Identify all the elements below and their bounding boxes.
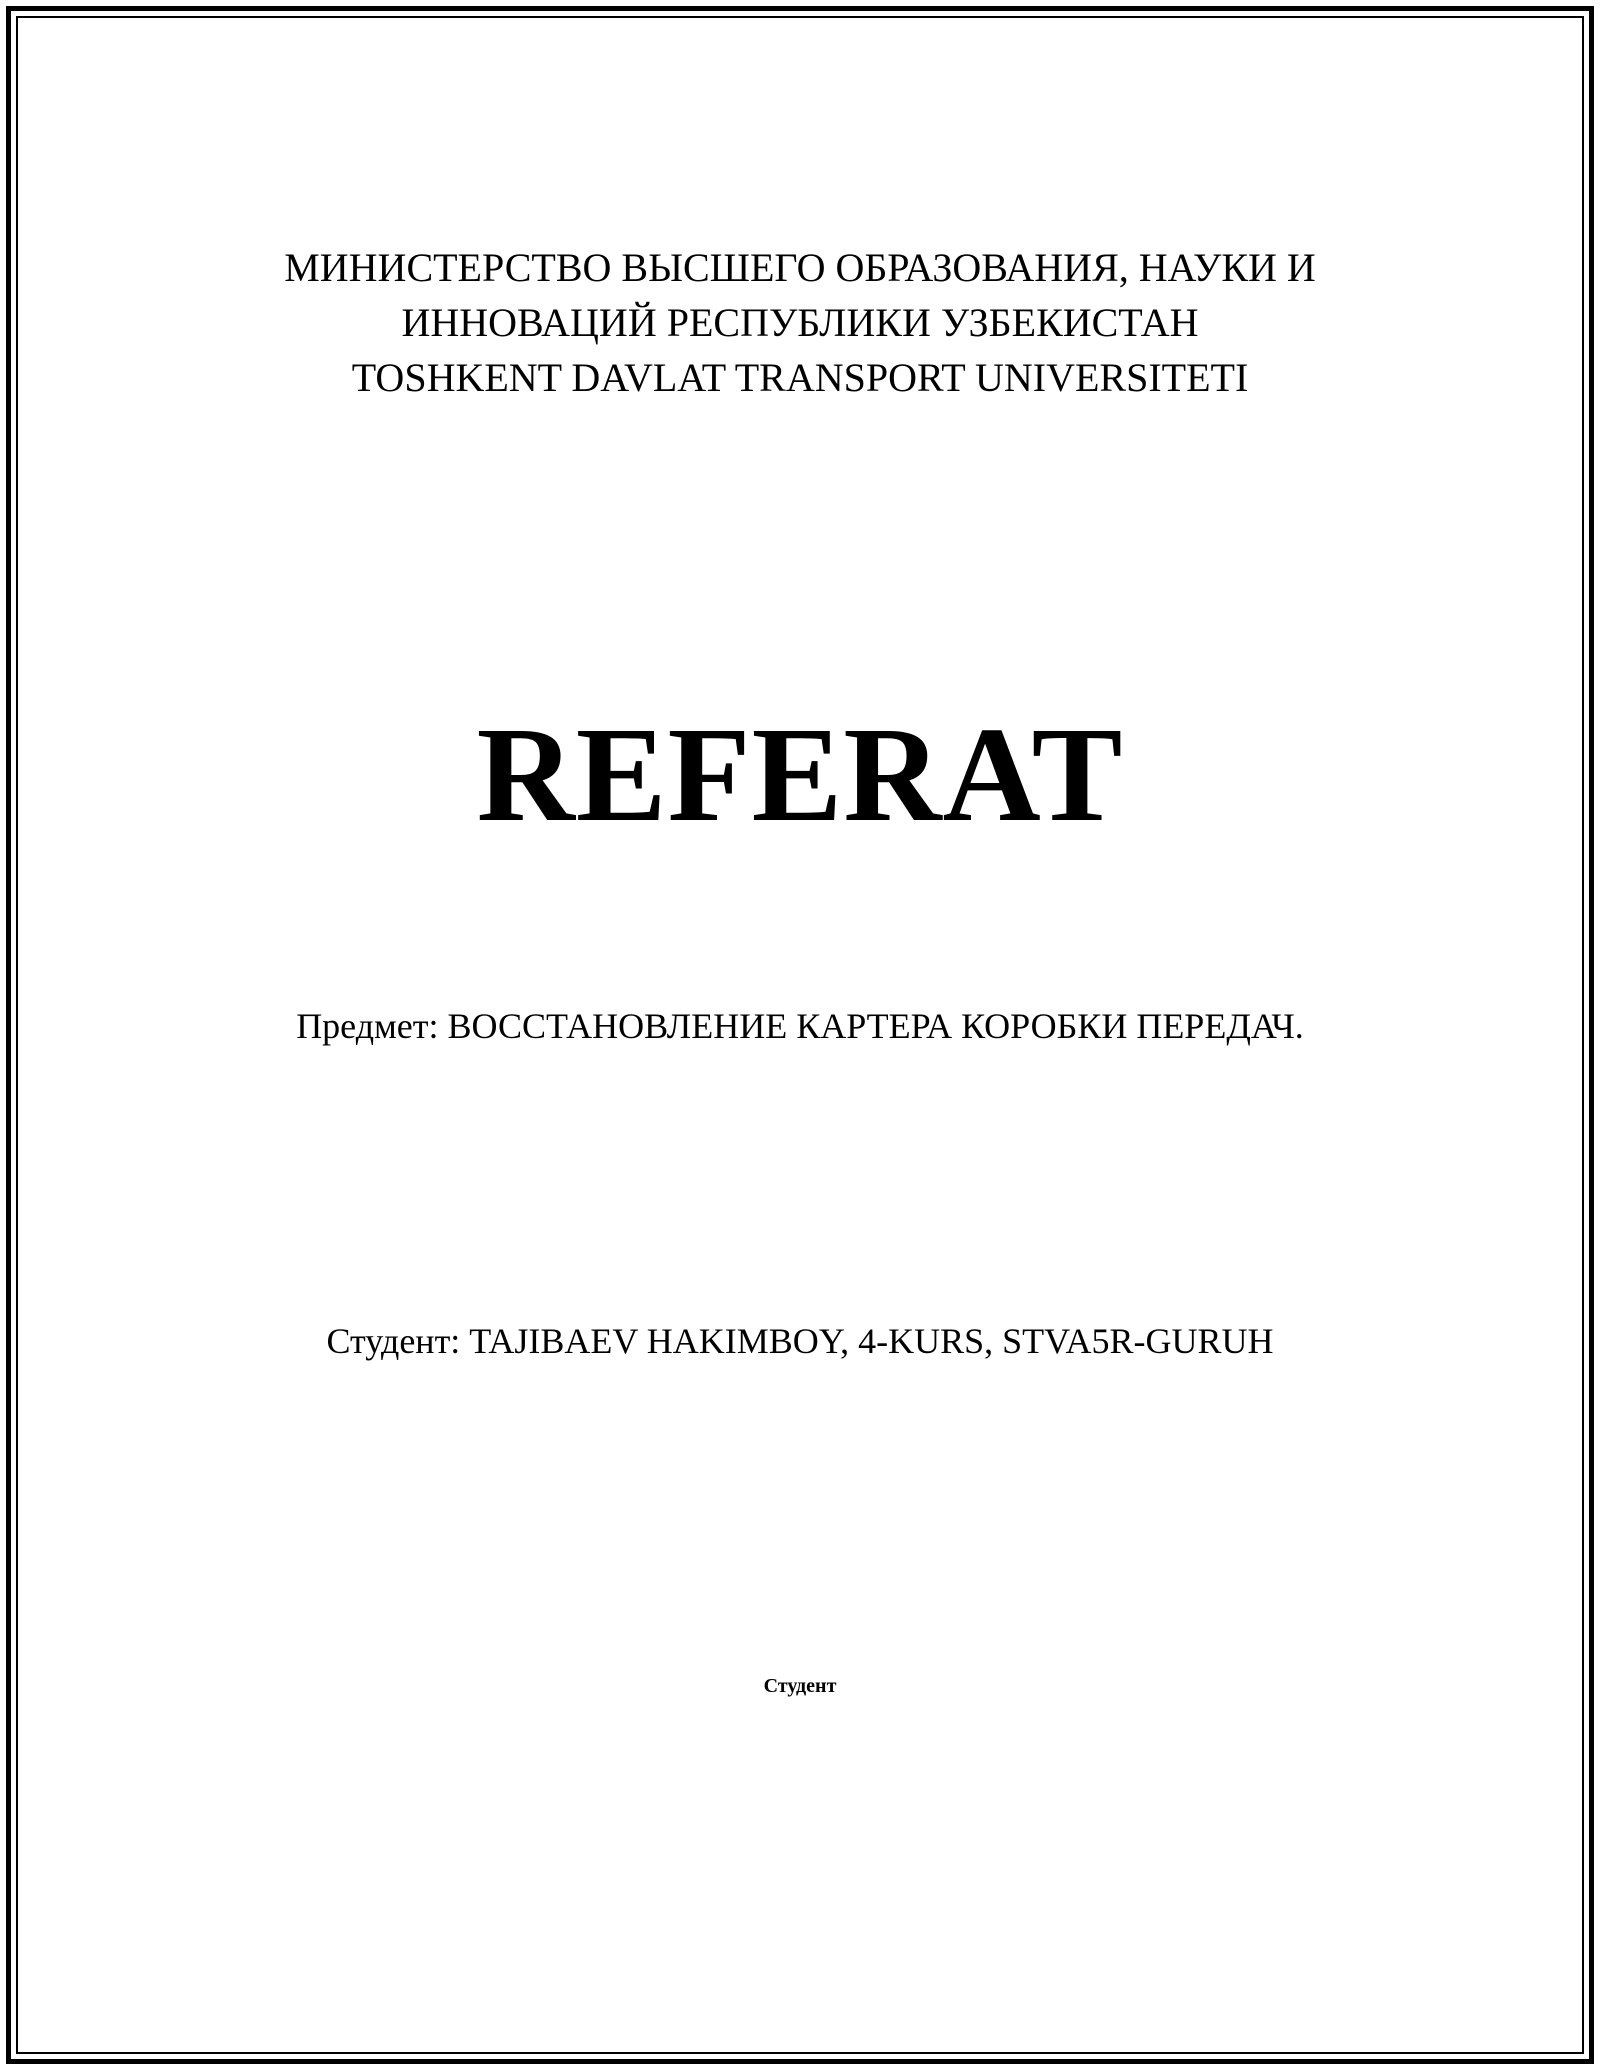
header-line-university: TOSHKENT DAVLAT TRANSPORT UNIVERSITETI (351, 355, 1249, 400)
header-line-republic: ИННОВАЦИЙ РЕСПУБЛИКИ УЗБЕКИСТАН (401, 300, 1199, 345)
student-info-line: Студент: TAJIBAEV HAKIMBOY, 4-KURS, STVA5R-GURUH (326, 1321, 1274, 1361)
institution-header (0, 240, 1600, 405)
document-title: REFERAT (476, 700, 1124, 850)
subject-line: Предмет: ВОССТАНОВЛЕНИЕ КАРТЕРА КОРОБКИ ПЕРЕДАЧ. (296, 1006, 1304, 1046)
student-label: Студент (763, 1675, 837, 1697)
header-line-ministry: МИНИСТЕРСТВО ВЫСШЕГО ОБРАЗОВАНИЯ, НАУКИ И (284, 245, 1316, 290)
